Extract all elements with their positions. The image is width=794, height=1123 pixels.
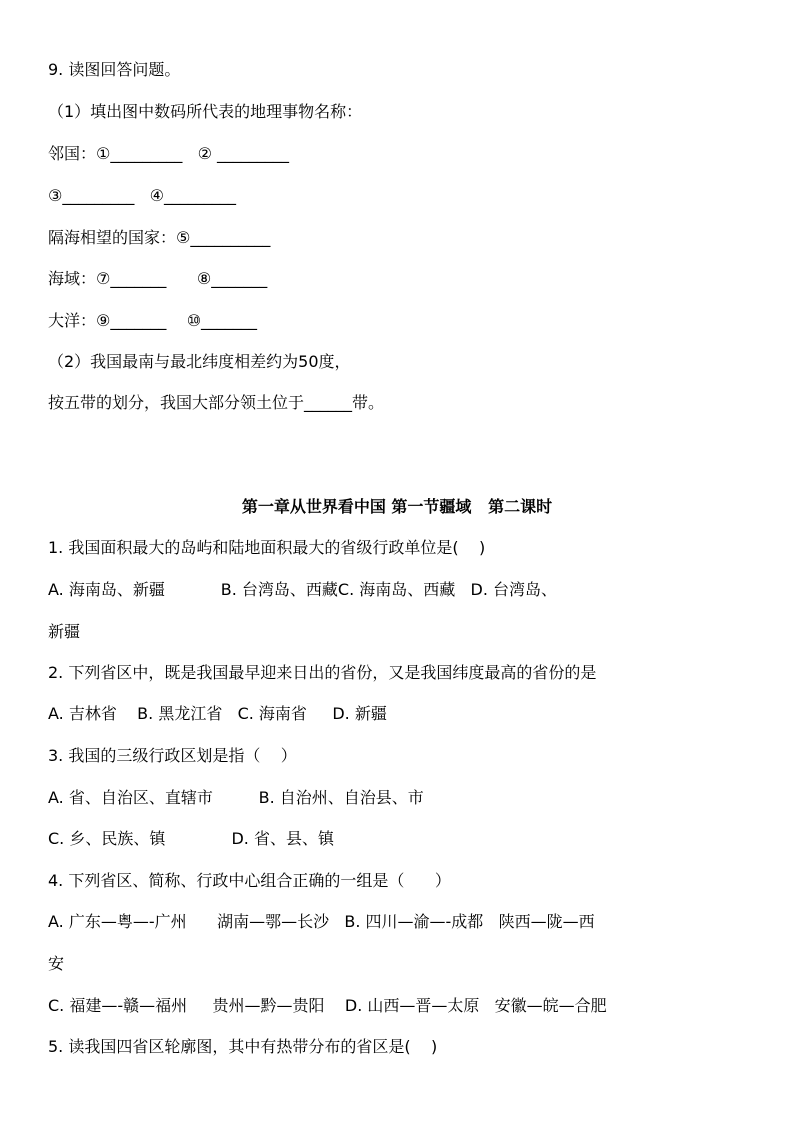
question-3: 3. 我国的三级行政区划是指（ ） [48, 746, 297, 765]
question-2: 2. 下列省区中，既是我国最早迎来日出的省份，又是我国纬度最高的省份的是 [48, 663, 597, 682]
question-9-part-2a: （2）我国最南与最北纬度相差约为50度， [48, 352, 351, 371]
question-2-options: A. 吉林省 B. 黑龙江省 C. 海南省 D. 新疆 [48, 704, 387, 723]
question-4-options-a: A. 广东—粤—-广州 湖南—鄂—长沙 B. 四川—渝—-成都 陕西—陇—西 [48, 912, 595, 931]
question-3-options-b: C. 乡、民族、镇 D. 省、县、镇 [48, 829, 334, 848]
question-5: 5. 读我国四省区轮廓图，其中有热带分布的省区是( ) [48, 1037, 438, 1056]
across-sea-line: 隔海相望的国家：⑤__________ [48, 228, 271, 247]
question-4: 4. 下列省区、简称、行政中心组合正确的一组是（ ） [48, 871, 451, 890]
neighbors-line-a: 邻国：①_________ ② _________ [48, 144, 290, 163]
oceans-line: 大洋：⑨_______ ⑩_______ [48, 311, 258, 330]
question-3-options-a: A. 省、自治区、直辖市 B. 自治州、自治县、市 [48, 788, 424, 807]
question-9-part-2b: 按五带的划分，我国大部分领土位于______带。 [48, 393, 385, 412]
question-4-options-b: C. 福建—-赣—福州 贵州—黔—贵阳 D. 山西—晋—太原 安徽—皖—合肥 [48, 996, 607, 1015]
question-1-options-cont: 新疆 [48, 622, 81, 641]
seas-line: 海域：⑦_______ ⑧_______ [48, 269, 268, 288]
question-9: 9. 读图回答问题。 [48, 60, 181, 79]
section-title: 第一章从世界看中国 第一节疆域 第二课时 [241, 497, 553, 516]
question-1: 1. 我国面积最大的岛屿和陆地面积最大的省级行政单位是( ) [48, 538, 486, 557]
neighbors-line-b: ③_________ ④_________ [48, 186, 236, 205]
question-4-options-a-cont: 安 [48, 954, 65, 973]
question-1-options: A. 海南岛、新疆 B. 台湾岛、西藏C. 海南岛、西藏 D. 台湾岛、 [48, 580, 558, 599]
question-9-part-1: （1）填出图中数码所代表的地理事物名称： [48, 102, 363, 121]
